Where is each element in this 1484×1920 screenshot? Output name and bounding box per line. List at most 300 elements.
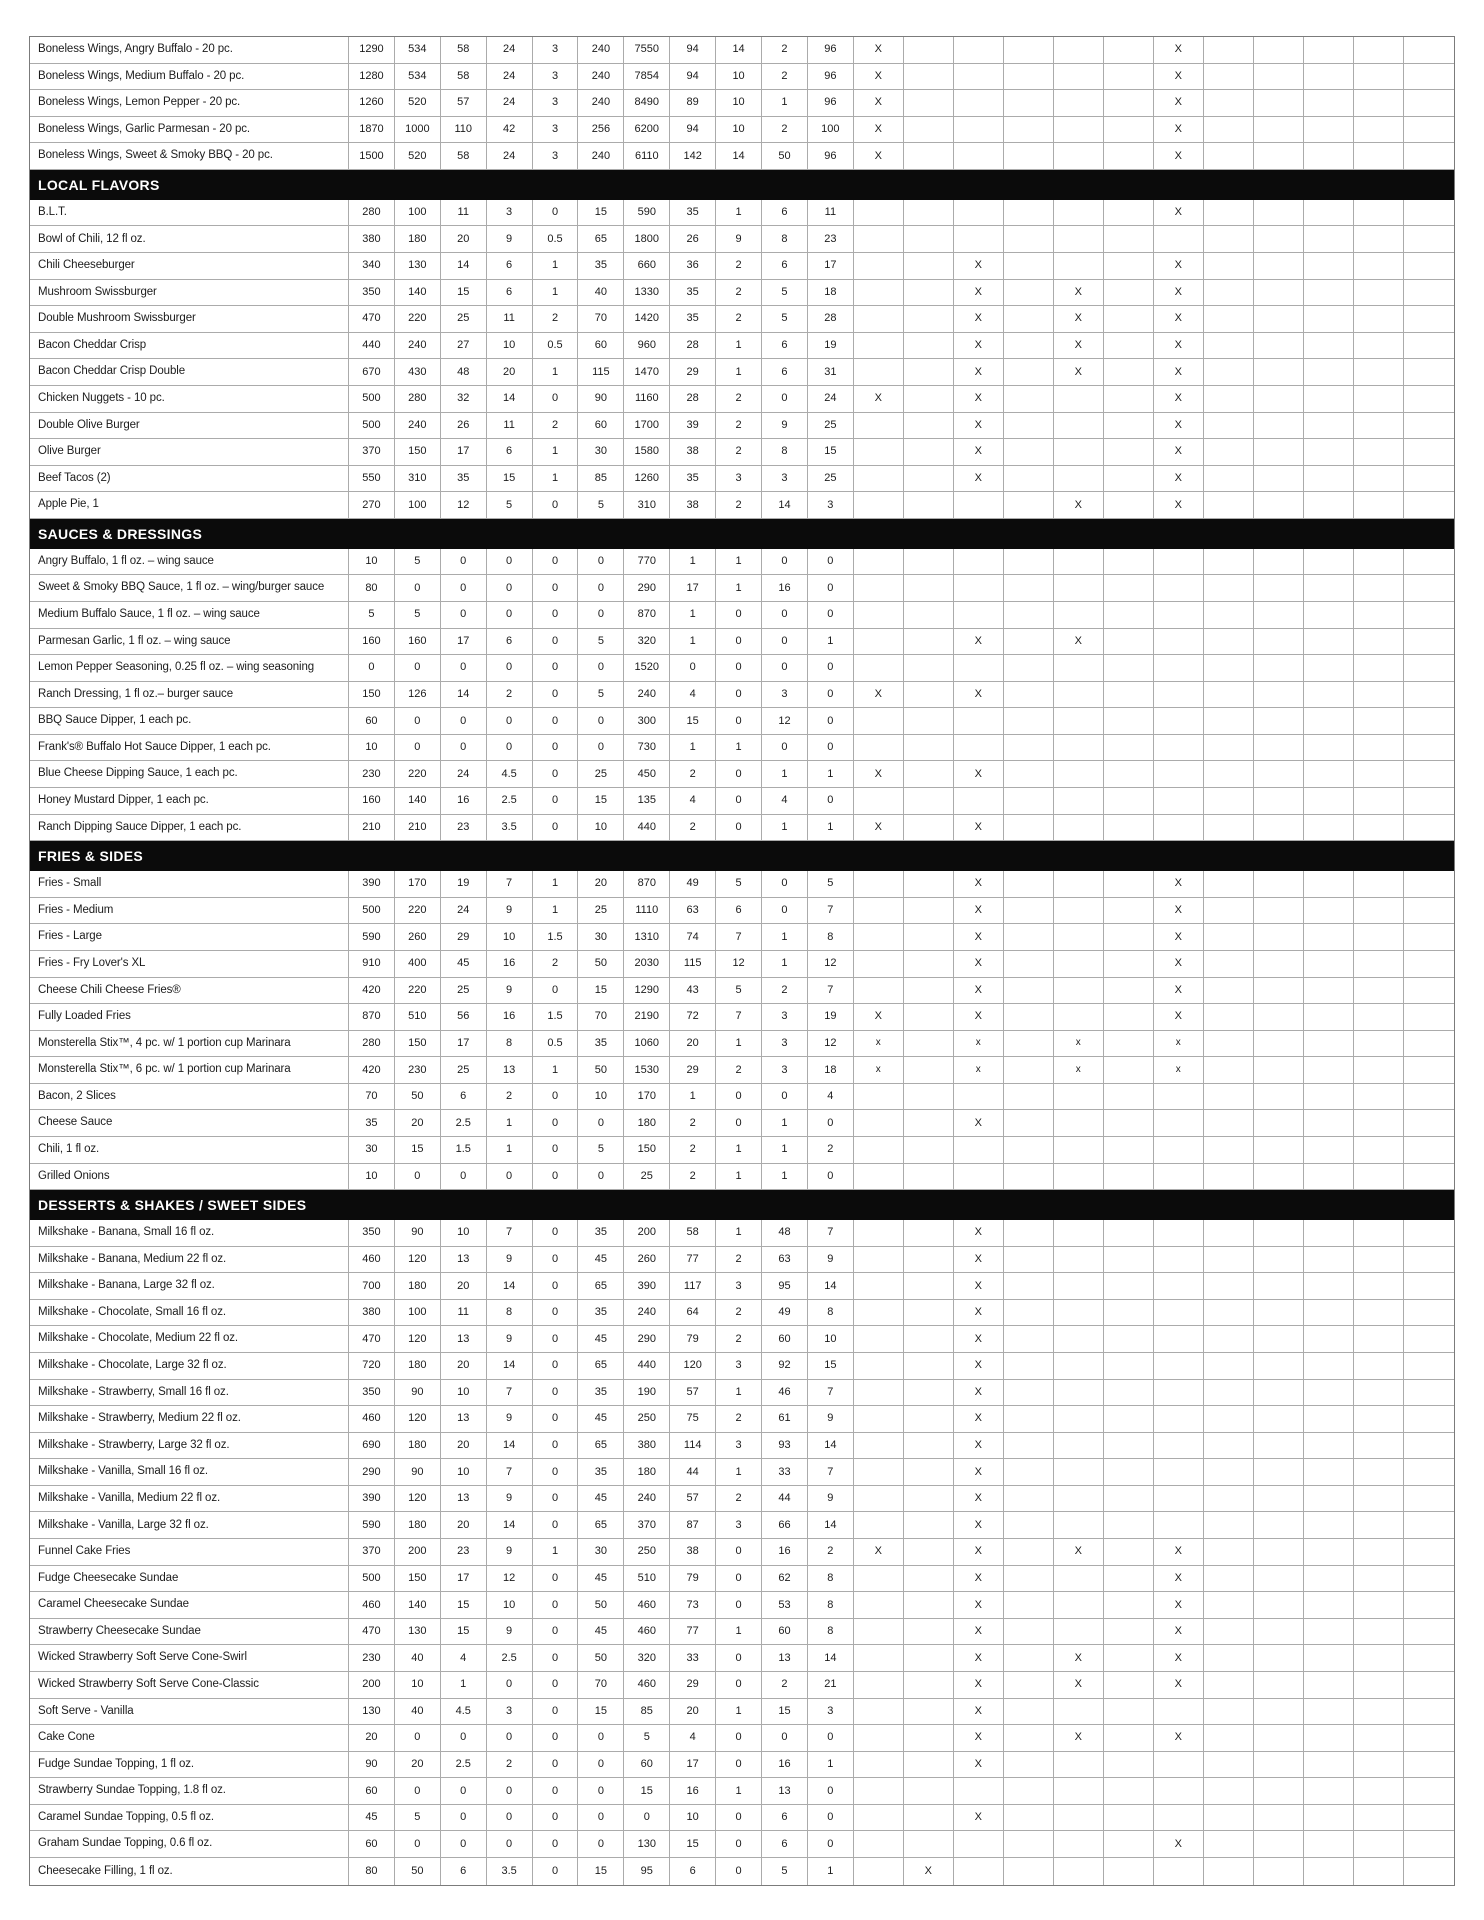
nutrition-value: 72 xyxy=(670,1004,716,1031)
allergen-cell-empty xyxy=(1354,1137,1404,1164)
nutrition-value: 6 xyxy=(762,333,808,360)
allergen-cell-empty xyxy=(1254,1326,1304,1353)
allergen-cell-empty xyxy=(1354,1380,1404,1407)
allergen-mark: X xyxy=(954,1645,1004,1672)
allergen-cell-empty xyxy=(1304,90,1354,117)
nutrition-value: 0 xyxy=(716,1672,762,1699)
allergen-cell-empty xyxy=(854,1273,904,1300)
allergen-mark: X xyxy=(1154,492,1204,519)
nutrition-value: 23 xyxy=(441,815,487,842)
nutrition-value: 0 xyxy=(808,1164,854,1191)
allergen-cell-empty xyxy=(1204,1137,1254,1164)
nutrition-value: 15 xyxy=(578,200,624,227)
allergen-mark: X xyxy=(854,386,904,413)
nutrition-value: 63 xyxy=(762,1247,808,1274)
allergen-cell-empty xyxy=(1004,1247,1054,1274)
nutrition-value: 10 xyxy=(716,117,762,144)
allergen-mark: X xyxy=(1154,1619,1204,1646)
allergen-cell-empty xyxy=(1004,413,1054,440)
allergen-cell-empty xyxy=(1204,1353,1254,1380)
nutrition-value: 3 xyxy=(716,1433,762,1460)
nutrition-value: 590 xyxy=(349,924,395,951)
nutrition-value: 0 xyxy=(487,1672,533,1699)
nutrition-value: 96 xyxy=(808,143,854,170)
nutrition-value: 20 xyxy=(441,1433,487,1460)
nutrition-value: 0 xyxy=(533,708,579,735)
nutrition-value: 20 xyxy=(578,871,624,898)
nutrition-value: 440 xyxy=(624,1353,670,1380)
allergen-cell-empty xyxy=(1204,575,1254,602)
nutrition-value: 0 xyxy=(533,602,579,629)
allergen-cell-empty xyxy=(1204,1380,1254,1407)
nutrition-value: 11 xyxy=(441,1300,487,1327)
allergen-cell-empty xyxy=(1404,1057,1454,1084)
nutrition-value: 1 xyxy=(716,1031,762,1058)
nutrition-value: 910 xyxy=(349,951,395,978)
nutrition-value: 24 xyxy=(487,64,533,91)
nutrition-value: 17 xyxy=(670,575,716,602)
nutrition-value: 534 xyxy=(395,37,441,64)
allergen-cell-empty xyxy=(1054,1752,1104,1779)
nutrition-value: 0 xyxy=(487,1778,533,1805)
nutrition-value: 2 xyxy=(716,1326,762,1353)
nutrition-value: 3 xyxy=(762,682,808,709)
allergen-cell-empty xyxy=(1154,1486,1204,1513)
allergen-cell-empty xyxy=(1404,978,1454,1005)
allergen-cell-empty xyxy=(1404,117,1454,144)
nutrition-value: 1290 xyxy=(624,978,670,1005)
allergen-cell-empty xyxy=(1104,1725,1154,1752)
allergen-cell-empty xyxy=(904,1699,954,1726)
nutrition-value: 1 xyxy=(533,871,579,898)
allergen-cell-empty xyxy=(1004,1539,1054,1566)
nutrition-value: 0 xyxy=(716,629,762,656)
allergen-cell-empty xyxy=(1254,200,1304,227)
nutrition-value: 0 xyxy=(578,1831,624,1858)
allergen-cell-empty xyxy=(904,1300,954,1327)
allergen-cell-empty xyxy=(954,1164,1004,1191)
allergen-cell-empty xyxy=(1254,815,1304,842)
allergen-cell-empty xyxy=(1354,815,1404,842)
nutrition-value: 1 xyxy=(533,466,579,493)
nutrition-value: 0 xyxy=(533,1300,579,1327)
nutrition-value: 460 xyxy=(624,1619,670,1646)
allergen-cell-empty xyxy=(1054,413,1104,440)
nutrition-value: 74 xyxy=(670,924,716,951)
allergen-cell-empty xyxy=(1254,1273,1304,1300)
nutrition-value: 7 xyxy=(487,1459,533,1486)
allergen-cell-empty xyxy=(904,1725,954,1752)
table-row xyxy=(30,871,1454,898)
nutrition-value: 370 xyxy=(624,1512,670,1539)
item-name: Milkshake - Banana, Large 32 fl oz. xyxy=(30,1273,349,1300)
allergen-mark: X xyxy=(954,951,1004,978)
nutrition-value: 1 xyxy=(762,761,808,788)
allergen-cell-empty xyxy=(1354,1539,1404,1566)
allergen-cell-empty xyxy=(1204,1459,1254,1486)
nutrition-value: 1 xyxy=(716,1459,762,1486)
allergen-cell-empty xyxy=(954,1084,1004,1111)
allergen-cell-empty xyxy=(1304,1110,1354,1137)
nutrition-value: 70 xyxy=(578,1004,624,1031)
nutrition-value: 11 xyxy=(441,200,487,227)
allergen-cell-empty xyxy=(1004,466,1054,493)
nutrition-value: 200 xyxy=(624,1220,670,1247)
allergen-cell-empty xyxy=(1354,1645,1404,1672)
nutrition-value: 500 xyxy=(349,1566,395,1593)
nutrition-value: 7 xyxy=(808,1459,854,1486)
nutrition-value: 10 xyxy=(487,924,533,951)
allergen-cell-empty xyxy=(1354,90,1404,117)
table-row xyxy=(30,1858,1454,1885)
nutrition-value: 30 xyxy=(578,924,624,951)
nutrition-value: 350 xyxy=(349,1380,395,1407)
nutrition-value: 60 xyxy=(578,413,624,440)
allergen-cell-empty xyxy=(1204,1699,1254,1726)
nutrition-value: 75 xyxy=(670,1406,716,1433)
allergen-cell-empty xyxy=(1104,253,1154,280)
allergen-cell-empty xyxy=(1354,64,1404,91)
allergen-cell-empty xyxy=(1304,1406,1354,1433)
allergen-cell-empty xyxy=(1004,978,1054,1005)
nutrition-value: 1000 xyxy=(395,117,441,144)
allergen-cell-empty xyxy=(1404,90,1454,117)
allergen-cell-empty xyxy=(1304,1220,1354,1247)
allergen-cell-empty xyxy=(1204,1300,1254,1327)
nutrition-value: 1 xyxy=(716,575,762,602)
allergen-cell-empty xyxy=(904,629,954,656)
nutrition-value: 380 xyxy=(624,1433,670,1460)
nutrition-value: 0 xyxy=(533,1326,579,1353)
nutrition-value: 15 xyxy=(441,1592,487,1619)
nutrition-value: 20 xyxy=(395,1110,441,1137)
nutrition-value: 50 xyxy=(578,1645,624,1672)
allergen-cell-empty xyxy=(954,708,1004,735)
nutrition-value: 49 xyxy=(762,1300,808,1327)
nutrition-value: 0 xyxy=(395,655,441,682)
item-name: Double Olive Burger xyxy=(30,413,349,440)
allergen-cell-empty xyxy=(1304,1433,1354,1460)
nutrition-value: 270 xyxy=(349,492,395,519)
allergen-cell-empty xyxy=(1104,1220,1154,1247)
allergen-cell-empty xyxy=(1154,1406,1204,1433)
allergen-cell-empty xyxy=(1054,735,1104,762)
table-row xyxy=(30,1645,1454,1672)
allergen-mark: X xyxy=(954,1566,1004,1593)
allergen-cell-empty xyxy=(1354,735,1404,762)
table-row xyxy=(30,359,1454,386)
allergen-cell-empty xyxy=(854,1486,904,1513)
allergen-cell-empty xyxy=(1104,708,1154,735)
allergen-cell-empty xyxy=(1304,1619,1354,1646)
allergen-cell-empty xyxy=(854,1084,904,1111)
allergen-cell-empty xyxy=(1204,978,1254,1005)
nutrition-value: 45 xyxy=(441,951,487,978)
allergen-cell-empty xyxy=(904,200,954,227)
nutrition-value: 10 xyxy=(487,1592,533,1619)
table-row xyxy=(30,1566,1454,1593)
nutrition-value: 3 xyxy=(487,200,533,227)
allergen-mark: X xyxy=(954,1380,1004,1407)
nutrition-value: 8 xyxy=(808,1566,854,1593)
nutrition-value: 0 xyxy=(533,978,579,1005)
allergen-cell-empty xyxy=(1354,1778,1404,1805)
allergen-cell-empty xyxy=(1304,708,1354,735)
nutrition-value: 15 xyxy=(578,978,624,1005)
allergen-cell-empty xyxy=(1404,1539,1454,1566)
allergen-cell-empty xyxy=(1304,1725,1354,1752)
nutrition-value: 2 xyxy=(716,1247,762,1274)
allergen-cell-empty xyxy=(854,1406,904,1433)
table-row xyxy=(30,1326,1454,1353)
table-row xyxy=(30,761,1454,788)
allergen-mark: X xyxy=(1154,1831,1204,1858)
nutrition-value: 7 xyxy=(808,1220,854,1247)
allergen-cell-empty xyxy=(1054,1164,1104,1191)
nutrition-value: 0 xyxy=(533,735,579,762)
allergen-mark: X xyxy=(954,1699,1004,1726)
nutrition-value: 6 xyxy=(487,439,533,466)
nutrition-value: 2 xyxy=(487,1084,533,1111)
allergen-cell-empty xyxy=(1404,1406,1454,1433)
section-title: FRIES & SIDES xyxy=(38,848,144,865)
nutrition-value: 15 xyxy=(578,1699,624,1726)
nutrition-value: 1 xyxy=(716,1699,762,1726)
allergen-cell-empty xyxy=(1104,1539,1154,1566)
allergen-cell-empty xyxy=(1354,280,1404,307)
allergen-cell-empty xyxy=(1004,1406,1054,1433)
allergen-cell-empty xyxy=(1054,575,1104,602)
item-name: Boneless Wings, Angry Buffalo - 20 pc. xyxy=(30,37,349,64)
item-name: Milkshake - Strawberry, Medium 22 fl oz. xyxy=(30,1406,349,1433)
nutrition-value: 0 xyxy=(762,386,808,413)
nutrition-value: 7 xyxy=(487,1380,533,1407)
nutrition-value: 2 xyxy=(670,815,716,842)
nutrition-value: 240 xyxy=(395,413,441,440)
nutrition-value: 5 xyxy=(808,871,854,898)
nutrition-value: 114 xyxy=(670,1433,716,1460)
allergen-mark: x xyxy=(1154,1031,1204,1058)
nutrition-value: 0 xyxy=(533,1592,579,1619)
nutrition-value: 2.5 xyxy=(487,788,533,815)
allergen-cell-empty xyxy=(1354,1672,1404,1699)
allergen-cell-empty xyxy=(1304,1084,1354,1111)
nutrition-value: 140 xyxy=(395,1592,441,1619)
nutrition-value: 1060 xyxy=(624,1031,670,1058)
allergen-mark: X xyxy=(854,64,904,91)
allergen-mark: X xyxy=(954,413,1004,440)
allergen-cell-empty xyxy=(1404,871,1454,898)
allergen-cell-empty xyxy=(1354,1512,1404,1539)
allergen-cell-empty xyxy=(1254,1486,1304,1513)
allergen-mark: X xyxy=(1154,143,1204,170)
allergen-cell-empty xyxy=(904,1057,954,1084)
allergen-cell-empty xyxy=(1404,1433,1454,1460)
allergen-cell-empty xyxy=(1154,1512,1204,1539)
allergen-cell-empty xyxy=(1104,1164,1154,1191)
nutrition-value: 700 xyxy=(349,1273,395,1300)
table-row xyxy=(30,978,1454,1005)
nutrition-value: 150 xyxy=(349,682,395,709)
nutrition-value: 0 xyxy=(762,602,808,629)
allergen-cell-empty xyxy=(1004,359,1054,386)
nutrition-value: 16 xyxy=(487,951,533,978)
nutrition-value: 150 xyxy=(395,1566,441,1593)
nutrition-value: 35 xyxy=(578,1300,624,1327)
allergen-mark: X xyxy=(1154,924,1204,951)
allergen-cell-empty xyxy=(1254,1247,1304,1274)
nutrition-value: 94 xyxy=(670,64,716,91)
nutrition-value: 30 xyxy=(578,1539,624,1566)
nutrition-value: 520 xyxy=(395,143,441,170)
allergen-cell-empty xyxy=(1404,1831,1454,1858)
nutrition-value: 0 xyxy=(762,871,808,898)
table-row xyxy=(30,1084,1454,1111)
nutrition-value: 320 xyxy=(624,1645,670,1672)
nutrition-value: 8 xyxy=(808,1592,854,1619)
allergen-cell-empty xyxy=(854,1326,904,1353)
nutrition-value: 520 xyxy=(395,90,441,117)
allergen-cell-empty xyxy=(1104,1805,1154,1832)
allergen-cell-empty xyxy=(1104,226,1154,253)
item-name: Grilled Onions xyxy=(30,1164,349,1191)
nutrition-value: 2 xyxy=(533,413,579,440)
allergen-cell-empty xyxy=(1004,1004,1054,1031)
allergen-cell-empty xyxy=(904,575,954,602)
allergen-cell-empty xyxy=(854,1592,904,1619)
nutrition-value: 280 xyxy=(395,386,441,413)
nutrition-value: 10 xyxy=(349,735,395,762)
allergen-cell-empty xyxy=(1404,1380,1454,1407)
nutrition-value: 15 xyxy=(762,1699,808,1726)
nutrition-value: 720 xyxy=(349,1353,395,1380)
table-row xyxy=(30,386,1454,413)
nutrition-value: 1 xyxy=(533,359,579,386)
allergen-cell-empty xyxy=(1404,492,1454,519)
allergen-cell-empty xyxy=(854,602,904,629)
nutrition-value: 120 xyxy=(395,1247,441,1274)
allergen-cell-empty xyxy=(1354,466,1404,493)
allergen-cell-empty xyxy=(1204,655,1254,682)
nutrition-value: 1 xyxy=(808,761,854,788)
allergen-cell-empty xyxy=(1004,1619,1054,1646)
nutrition-value: 460 xyxy=(624,1592,670,1619)
nutrition-value: 10 xyxy=(578,1084,624,1111)
allergen-cell-empty xyxy=(1354,117,1404,144)
nutrition-value: 290 xyxy=(349,1459,395,1486)
nutrition-value: 57 xyxy=(670,1486,716,1513)
nutrition-value: 50 xyxy=(578,951,624,978)
allergen-cell-empty xyxy=(1304,1512,1354,1539)
allergen-cell-empty xyxy=(1254,386,1304,413)
allergen-cell-empty xyxy=(854,871,904,898)
nutrition-value: 8 xyxy=(808,924,854,951)
allergen-cell-empty xyxy=(1054,655,1104,682)
table-row xyxy=(30,1433,1454,1460)
allergen-cell-empty xyxy=(1204,413,1254,440)
allergen-cell-empty xyxy=(1254,978,1304,1005)
allergen-cell-empty xyxy=(1404,1699,1454,1726)
allergen-cell-empty xyxy=(1154,708,1204,735)
allergen-mark: X xyxy=(1154,898,1204,925)
allergen-cell-empty xyxy=(1254,1459,1304,1486)
nutrition-value: 15 xyxy=(441,280,487,307)
nutrition-value: 24 xyxy=(487,90,533,117)
allergen-cell-empty xyxy=(1254,1057,1304,1084)
allergen-cell-empty xyxy=(854,413,904,440)
nutrition-value: 310 xyxy=(624,492,670,519)
nutrition-value: 0 xyxy=(716,1645,762,1672)
allergen-mark: X xyxy=(854,682,904,709)
nutrition-value: 0 xyxy=(487,655,533,682)
allergen-cell-empty xyxy=(1054,439,1104,466)
nutrition-value: 0 xyxy=(487,1164,533,1191)
nutrition-value: 10 xyxy=(487,333,533,360)
table-row xyxy=(30,1459,1454,1486)
nutrition-value: 4 xyxy=(808,1084,854,1111)
nutrition-value: 20 xyxy=(441,226,487,253)
nutrition-value: 50 xyxy=(578,1592,624,1619)
section-header-desserts-shakes-sweet-sides xyxy=(30,1190,1454,1220)
nutrition-value: 50 xyxy=(395,1084,441,1111)
allergen-cell-empty xyxy=(1204,466,1254,493)
item-name: Cheese Sauce xyxy=(30,1110,349,1137)
allergen-cell-empty xyxy=(1204,1619,1254,1646)
allergen-cell-empty xyxy=(1154,1778,1204,1805)
allergen-cell-empty xyxy=(954,117,1004,144)
allergen-cell-empty xyxy=(1104,815,1154,842)
allergen-cell-empty xyxy=(854,1645,904,1672)
allergen-cell-empty xyxy=(1104,386,1154,413)
nutrition-value: 0 xyxy=(716,1831,762,1858)
nutrition-value: 17 xyxy=(808,253,854,280)
allergen-cell-empty xyxy=(1304,1164,1354,1191)
allergen-cell-empty xyxy=(1304,200,1354,227)
nutrition-value: 290 xyxy=(624,1326,670,1353)
allergen-cell-empty xyxy=(1354,200,1404,227)
item-name: Boneless Wings, Sweet & Smoky BBQ - 20 pc. xyxy=(30,143,349,170)
nutrition-value: 9 xyxy=(487,1619,533,1646)
nutrition-value: 2030 xyxy=(624,951,670,978)
nutrition-value: 4 xyxy=(670,788,716,815)
allergen-cell-empty xyxy=(1404,1725,1454,1752)
nutrition-value: 130 xyxy=(395,253,441,280)
allergen-mark: X xyxy=(1154,413,1204,440)
nutrition-value: 1 xyxy=(762,90,808,117)
allergen-cell-empty xyxy=(1254,1619,1304,1646)
table-row xyxy=(30,200,1454,227)
allergen-cell-empty xyxy=(854,735,904,762)
nutrition-value: 870 xyxy=(624,602,670,629)
nutrition-value: 58 xyxy=(670,1220,716,1247)
allergen-cell-empty xyxy=(1054,1592,1104,1619)
nutrition-value: 0 xyxy=(670,655,716,682)
item-name: Strawberry Sundae Topping, 1.8 fl oz. xyxy=(30,1778,349,1805)
nutrition-value: 1 xyxy=(762,1164,808,1191)
allergen-cell-empty xyxy=(1104,492,1154,519)
allergen-mark: X xyxy=(854,815,904,842)
nutrition-value: 440 xyxy=(349,333,395,360)
allergen-cell-empty xyxy=(1004,735,1054,762)
allergen-mark: X xyxy=(954,871,1004,898)
allergen-cell-empty xyxy=(1354,1858,1404,1885)
nutrition-value: 0 xyxy=(533,1699,579,1726)
allergen-cell-empty xyxy=(1004,1137,1054,1164)
allergen-cell-empty xyxy=(1104,1778,1154,1805)
allergen-cell-empty xyxy=(1354,1566,1404,1593)
allergen-cell-empty xyxy=(1154,1805,1204,1832)
allergen-cell-empty xyxy=(1204,280,1254,307)
